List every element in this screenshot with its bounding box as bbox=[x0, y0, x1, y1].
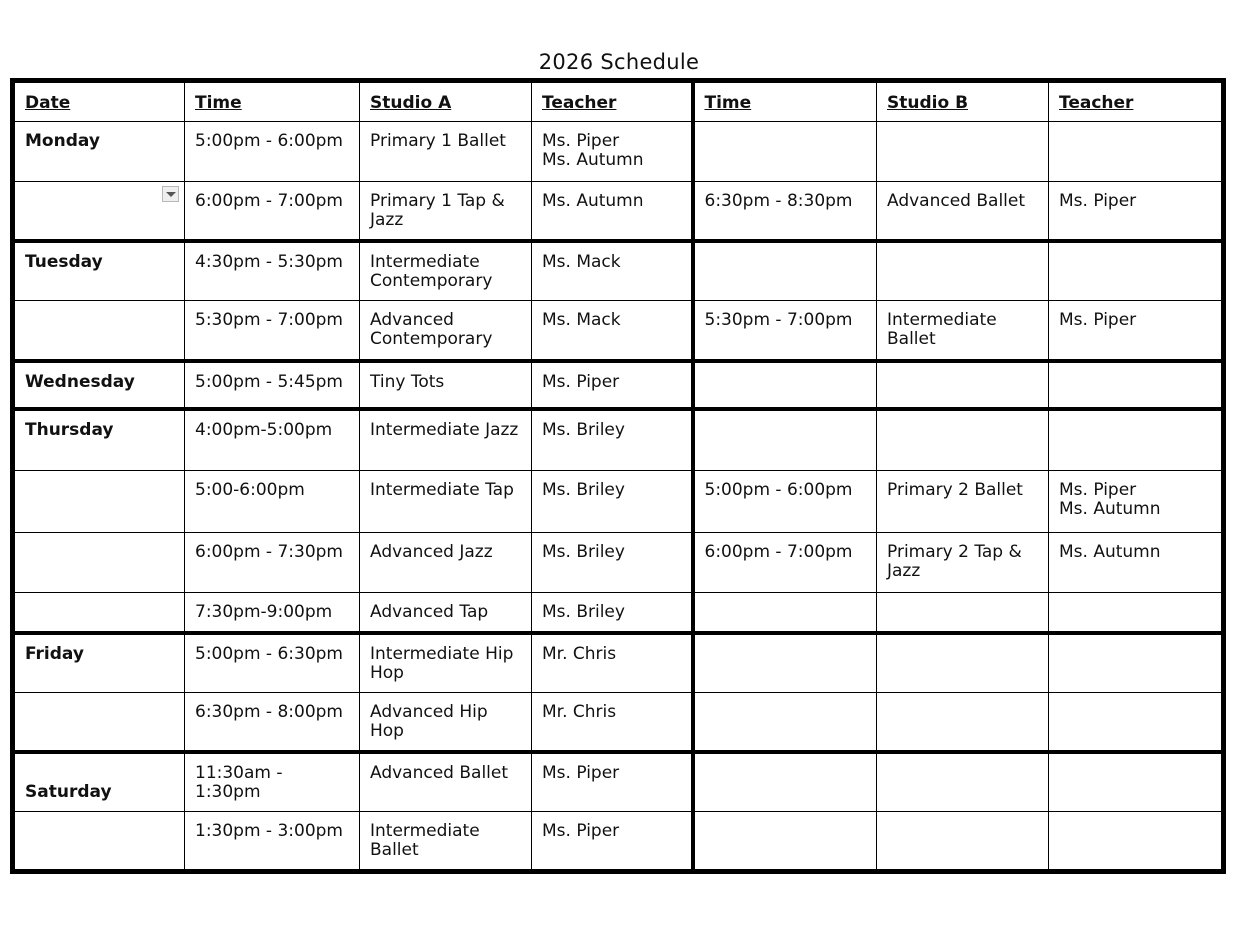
cell-day: Tuesday bbox=[13, 241, 185, 301]
cell-class-a: Intermediate Contemporary bbox=[360, 241, 532, 301]
schedule-table bbox=[10, 78, 1226, 874]
cell-time-b bbox=[693, 633, 877, 693]
cell-class-a: Intermediate Tap bbox=[360, 471, 532, 533]
cell-day: Friday bbox=[13, 633, 185, 693]
cell-teacher-a: Ms. Autumn bbox=[532, 182, 693, 242]
cell-teacher-b bbox=[1049, 409, 1224, 471]
cell-time-b: 5:30pm - 7:00pm bbox=[693, 301, 877, 361]
cell-class-b: Advanced Ballet bbox=[877, 182, 1049, 242]
cell-time-b bbox=[693, 692, 877, 752]
cell-teacher-a: Mr. Chris bbox=[532, 633, 693, 693]
table-row bbox=[13, 692, 1224, 752]
cell-teacher-a: Mr. Chris bbox=[532, 692, 693, 752]
cell-day: Thursday bbox=[13, 409, 185, 471]
table-row bbox=[13, 122, 1224, 182]
cell-day bbox=[13, 592, 185, 632]
cell-time-a: 5:00pm - 6:30pm bbox=[185, 633, 360, 693]
schedule-title: 2026 Schedule bbox=[538, 50, 700, 74]
header-time-a: Time bbox=[185, 81, 360, 122]
cell-class-a: Intermediate Hip Hop bbox=[360, 633, 532, 693]
cell-teacher-b bbox=[1049, 692, 1224, 752]
cell-time-b bbox=[693, 752, 877, 812]
cell-teacher-b bbox=[1049, 633, 1224, 693]
table-row bbox=[13, 182, 1224, 242]
cell-teacher-b bbox=[1049, 592, 1224, 632]
table-row bbox=[13, 361, 1224, 410]
cell-class-a: Advanced Ballet bbox=[360, 752, 532, 812]
cell-time-a: 5:00-6:00pm bbox=[185, 471, 360, 533]
cell-time-a: 6:00pm - 7:30pm bbox=[185, 533, 360, 593]
header-date: Date bbox=[13, 81, 185, 122]
cell-time-a: 6:30pm - 8:00pm bbox=[185, 692, 360, 752]
cell-class-b bbox=[877, 692, 1049, 752]
cell-time-a: 5:00pm - 6:00pm bbox=[185, 122, 360, 182]
cell-teacher-b bbox=[1049, 752, 1224, 812]
cell-day: Wednesday bbox=[13, 361, 185, 410]
cell-class-b: Intermediate Ballet bbox=[877, 301, 1049, 361]
cell-time-a: 11:30am - 1:30pm bbox=[185, 752, 360, 812]
cell-day bbox=[13, 471, 185, 533]
cell-class-b bbox=[877, 752, 1049, 812]
cell-class-a: Intermediate Jazz bbox=[360, 409, 532, 471]
cell-teacher-a: Ms. Piper Ms. Autumn bbox=[532, 122, 693, 182]
cell-class-b bbox=[877, 241, 1049, 301]
cell-teacher-a: Ms. Briley bbox=[532, 409, 693, 471]
cell-teacher-a: Ms. Piper bbox=[532, 752, 693, 812]
cell-teacher-b bbox=[1049, 241, 1224, 301]
cell-class-a: Primary 1 Ballet bbox=[360, 122, 532, 182]
cell-teacher-a: Ms. Briley bbox=[532, 471, 693, 533]
cell-time-a: 6:00pm - 7:00pm bbox=[185, 182, 360, 242]
cell-class-b bbox=[877, 409, 1049, 471]
cell-class-b bbox=[877, 633, 1049, 693]
cell-class-a: Advanced Contemporary bbox=[360, 301, 532, 361]
cell-day: Saturday bbox=[13, 752, 185, 812]
cell-teacher-b: Ms. Piper bbox=[1049, 301, 1224, 361]
cell-day bbox=[13, 301, 185, 361]
cell-teacher-a: Ms. Briley bbox=[532, 533, 693, 593]
cell-time-a: 7:30pm-9:00pm bbox=[185, 592, 360, 632]
cell-time-b: 5:00pm - 6:00pm bbox=[693, 471, 877, 533]
cell-teacher-b bbox=[1049, 812, 1224, 872]
cell-teacher-b: Ms. Piper Ms. Autumn bbox=[1049, 471, 1224, 533]
cell-day bbox=[13, 692, 185, 752]
cell-class-a: Primary 1 Tap & Jazz bbox=[360, 182, 532, 242]
table-row bbox=[13, 241, 1224, 301]
table-row bbox=[13, 533, 1224, 593]
header-row bbox=[13, 81, 1224, 122]
header-teacher-b: Teacher bbox=[1049, 81, 1224, 122]
cell-teacher-a: Ms. Briley bbox=[532, 592, 693, 632]
cell-class-a: Intermediate Ballet bbox=[360, 812, 532, 872]
cell-time-a: 4:30pm - 5:30pm bbox=[185, 241, 360, 301]
cell-class-a: Tiny Tots bbox=[360, 361, 532, 410]
cell-teacher-a: Ms. Piper bbox=[532, 812, 693, 872]
table-row bbox=[13, 812, 1224, 872]
cell-class-b: Primary 2 Ballet bbox=[877, 471, 1049, 533]
cell-class-b bbox=[877, 122, 1049, 182]
table-row bbox=[13, 592, 1224, 632]
cell-time-a: 1:30pm - 3:00pm bbox=[185, 812, 360, 872]
table-row bbox=[13, 633, 1224, 693]
cell-time-a: 5:00pm - 5:45pm bbox=[185, 361, 360, 410]
cell-teacher-b: Ms. Autumn bbox=[1049, 533, 1224, 593]
cell-class-b: Primary 2 Tap & Jazz bbox=[877, 533, 1049, 593]
cell-class-a: Advanced Hip Hop bbox=[360, 692, 532, 752]
cell-time-b: 6:00pm - 7:00pm bbox=[693, 533, 877, 593]
cell-day bbox=[13, 182, 185, 242]
cell-time-b bbox=[693, 409, 877, 471]
cell-teacher-a: Ms. Mack bbox=[532, 301, 693, 361]
cell-day bbox=[13, 812, 185, 872]
cell-teacher-a: Ms. Piper bbox=[532, 361, 693, 410]
cell-class-a: Advanced Jazz bbox=[360, 533, 532, 593]
cell-teacher-b bbox=[1049, 122, 1224, 182]
cell-time-b bbox=[693, 361, 877, 410]
header-teacher-a: Teacher bbox=[532, 81, 693, 122]
cell-day: Monday bbox=[13, 122, 185, 182]
cell-day bbox=[13, 533, 185, 593]
table-row bbox=[13, 409, 1224, 471]
table-row bbox=[13, 471, 1224, 533]
cell-time-a: 5:30pm - 7:00pm bbox=[185, 301, 360, 361]
cell-time-b bbox=[693, 592, 877, 632]
cell-class-a: Advanced Tap bbox=[360, 592, 532, 632]
cell-teacher-b: Ms. Piper bbox=[1049, 182, 1224, 242]
header-time-b: Time bbox=[693, 81, 877, 122]
header-studio-a: Studio A bbox=[360, 81, 532, 122]
table-row bbox=[13, 301, 1224, 361]
cell-time-a: 4:00pm-5:00pm bbox=[185, 409, 360, 471]
cell-class-b bbox=[877, 812, 1049, 872]
table-row bbox=[13, 752, 1224, 812]
cell-time-b bbox=[693, 812, 877, 872]
cell-teacher-b bbox=[1049, 361, 1224, 410]
cell-time-b: 6:30pm - 8:30pm bbox=[693, 182, 877, 242]
dropdown-arrow-icon[interactable] bbox=[162, 186, 179, 202]
header-studio-b: Studio B bbox=[877, 81, 1049, 122]
cell-time-b bbox=[693, 241, 877, 301]
cell-class-b bbox=[877, 361, 1049, 410]
cell-class-b bbox=[877, 592, 1049, 632]
cell-teacher-a: Ms. Mack bbox=[532, 241, 693, 301]
cell-time-b bbox=[693, 122, 877, 182]
